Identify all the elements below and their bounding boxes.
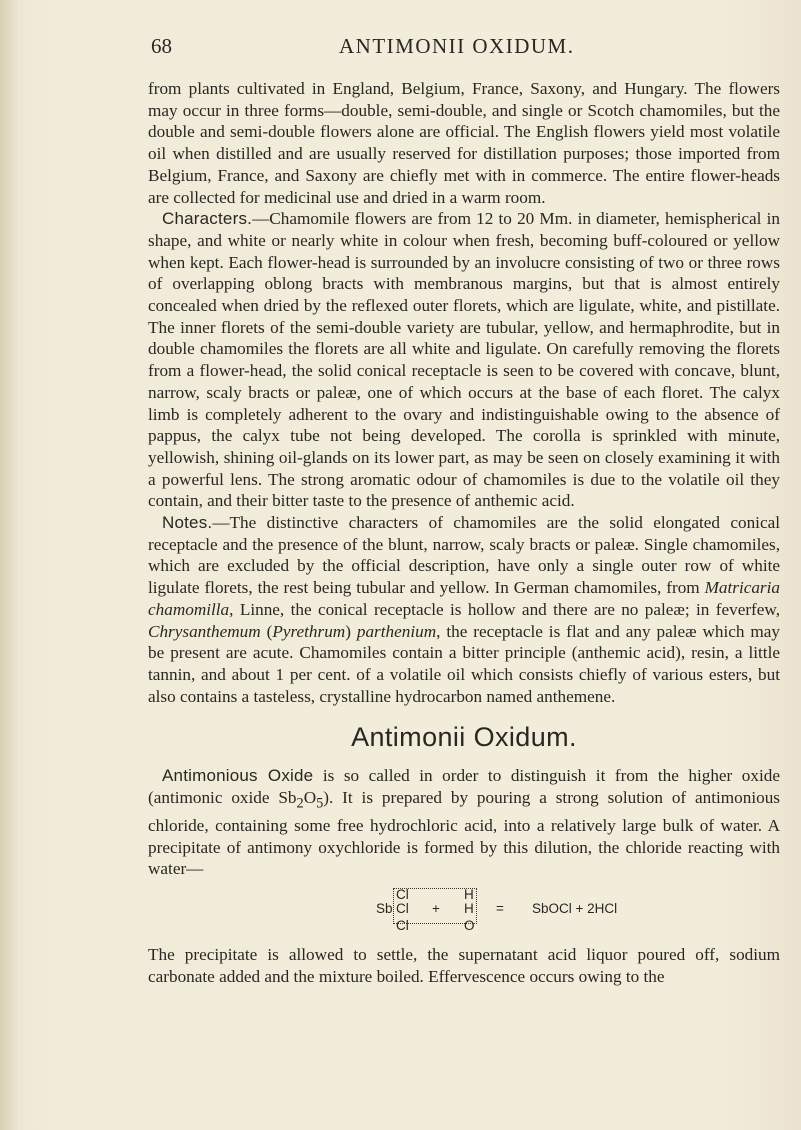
section-title: Antimonii Oxidum. — [351, 722, 577, 753]
characters-paragraph — [148, 208, 780, 512]
page-gutter-shadow — [0, 0, 18, 1130]
notes-heading: Notes. — [162, 513, 213, 533]
antimonious-oxide-paragraph — [148, 765, 780, 880]
equation-h-top: H — [464, 887, 474, 903]
chemical-equation — [148, 886, 780, 940]
equation-plus: + — [432, 901, 440, 917]
notes-text-2: , Linne, the conical receptacle is hollow and there are no paleæ; in feverfew, — [229, 599, 780, 619]
characters-heading: Characters. — [162, 209, 253, 229]
equation-bracket-right — [476, 888, 477, 922]
chamomile-source-paragraph: from plants cultivated in England, Belgium, France, Saxony, and Hungary. The flowers may occur in three forms—double, semi-double, and single or Scotch chamomiles, but the double and semi-double flowers alone are official. The English flowers yield most volatile oil when distilled and are usually reserved for distillation purposes; those imported from Belgium, France, and Saxony are chiefly met with in commerce. The entire flower-heads are collected for medicinal use and dried in a warm room. — [148, 79, 780, 207]
antimonious-text-3: ). It is prepared by pouring a strong solution of antimonious chloride, containing some free hydrochloric acid, into a relatively large bulk of water. A precipitate of antimony oxychloride is formed by this dilution, the chloride reacting with water— — [148, 787, 780, 879]
notes-species-matricaria: Matricaria chamomilla — [148, 578, 780, 619]
formula-subscript-2: 2 — [296, 795, 304, 812]
notes-text-5: , the receptacle is flat and any paleæ which may be present are acute. Chamomiles contain a bitter principle (anthemic acid), resin, a little tannin, and about 1 per cent. of a volatile oil which consists chiefly of various esters, but also contains a tasteless, crystalline hydrocarbon named anthemene. — [148, 621, 780, 706]
equation-h-mid: H — [464, 901, 474, 917]
equation-cl-top: Cl — [396, 887, 409, 903]
page-header — [0, 28, 801, 58]
equation-sb: Sb — [376, 901, 393, 917]
notes-species-parthenium: parthenium — [356, 621, 437, 641]
antimonious-text-1: is so called in order to distinguish it from the higher oxide (antimonic oxide Sb — [148, 766, 780, 807]
characters-text: —Chamomile flowers are from 12 to 20 Mm. in diameter, hemispherical in shape, and white or nearly white in colour when fresh, becoming buff-coloured or yellow when kept. Each flower-head is surrounded by an involucre consisting of two or three rows of overlapping oblong bracts with membranous margins, but that is almost entirely concealed when dried by the reflexed outer florets, which are ligulate, white, and pistillate. The inner florets of the semi-double variety are tubular, yellow, and hermaphrodite, but in double chamomiles the florets are all white and ligulate. On carefully removing the florets from a flower-head, the solid conical receptacle is seen to be covered with concave, blunt, narrow, scaly bracts or paleæ, one of which occurs at the base of each floret. The calyx limb is completely adherent to the ovary and indistinguishable owing to the absence of pappus, the calyx tube not being developed. The corolla is sprinkled with minute, yellowish, shining oil-glands on its lower part, as may be seen on closely examining it with a powerful lens. The strong aromatic odour of chamomiles is due to the volatile oil they contain, and their bitter taste to the presence of anthemic acid. — [148, 209, 780, 511]
precipitate-paragraph: The precipitate is allowed to settle, the supernatant acid liquor poured off, sodium carbonate added and the mixture boiled. Effervescence occurs owing to the — [148, 945, 780, 986]
page-body — [148, 78, 780, 987]
notes-genus-pyrethrum: Pyrethrum — [272, 621, 346, 641]
notes-text-3: ( — [260, 621, 273, 641]
equation-reactants — [376, 887, 475, 934]
notes-text-1: —The distinctive characters of chamomiles are the solid elongated conical receptacle and the presence of the blunt, narrow, scaly bracts or paleæ. Single chamomiles, which are excluded by the official description, have only a single outer row of white ligulate florets, the rest being tubular and yellow. In German chamomiles, from — [148, 513, 780, 598]
antimonious-text-2: O — [303, 787, 317, 807]
notes-genus-chrysanthemum: Chrysanthemum — [148, 621, 261, 641]
antimonious-oxide-heading: Antimonious Oxide — [162, 766, 314, 786]
formula-subscript-5: 5 — [316, 795, 324, 812]
notes-paragraph — [148, 512, 780, 707]
running-head: ANTIMONII OXIDUM. — [339, 34, 575, 58]
equation-products: SbOCl + 2HCl — [532, 901, 618, 917]
equation-bracket-left — [393, 888, 394, 922]
equation-o-bot: O — [464, 918, 475, 934]
equation-equals: = — [496, 901, 504, 917]
page-number: 68 — [151, 34, 172, 58]
equation-cl-bot: Cl — [396, 918, 409, 934]
notes-text-4: ) — [345, 621, 357, 641]
equation-cl-mid: Cl — [396, 901, 409, 917]
